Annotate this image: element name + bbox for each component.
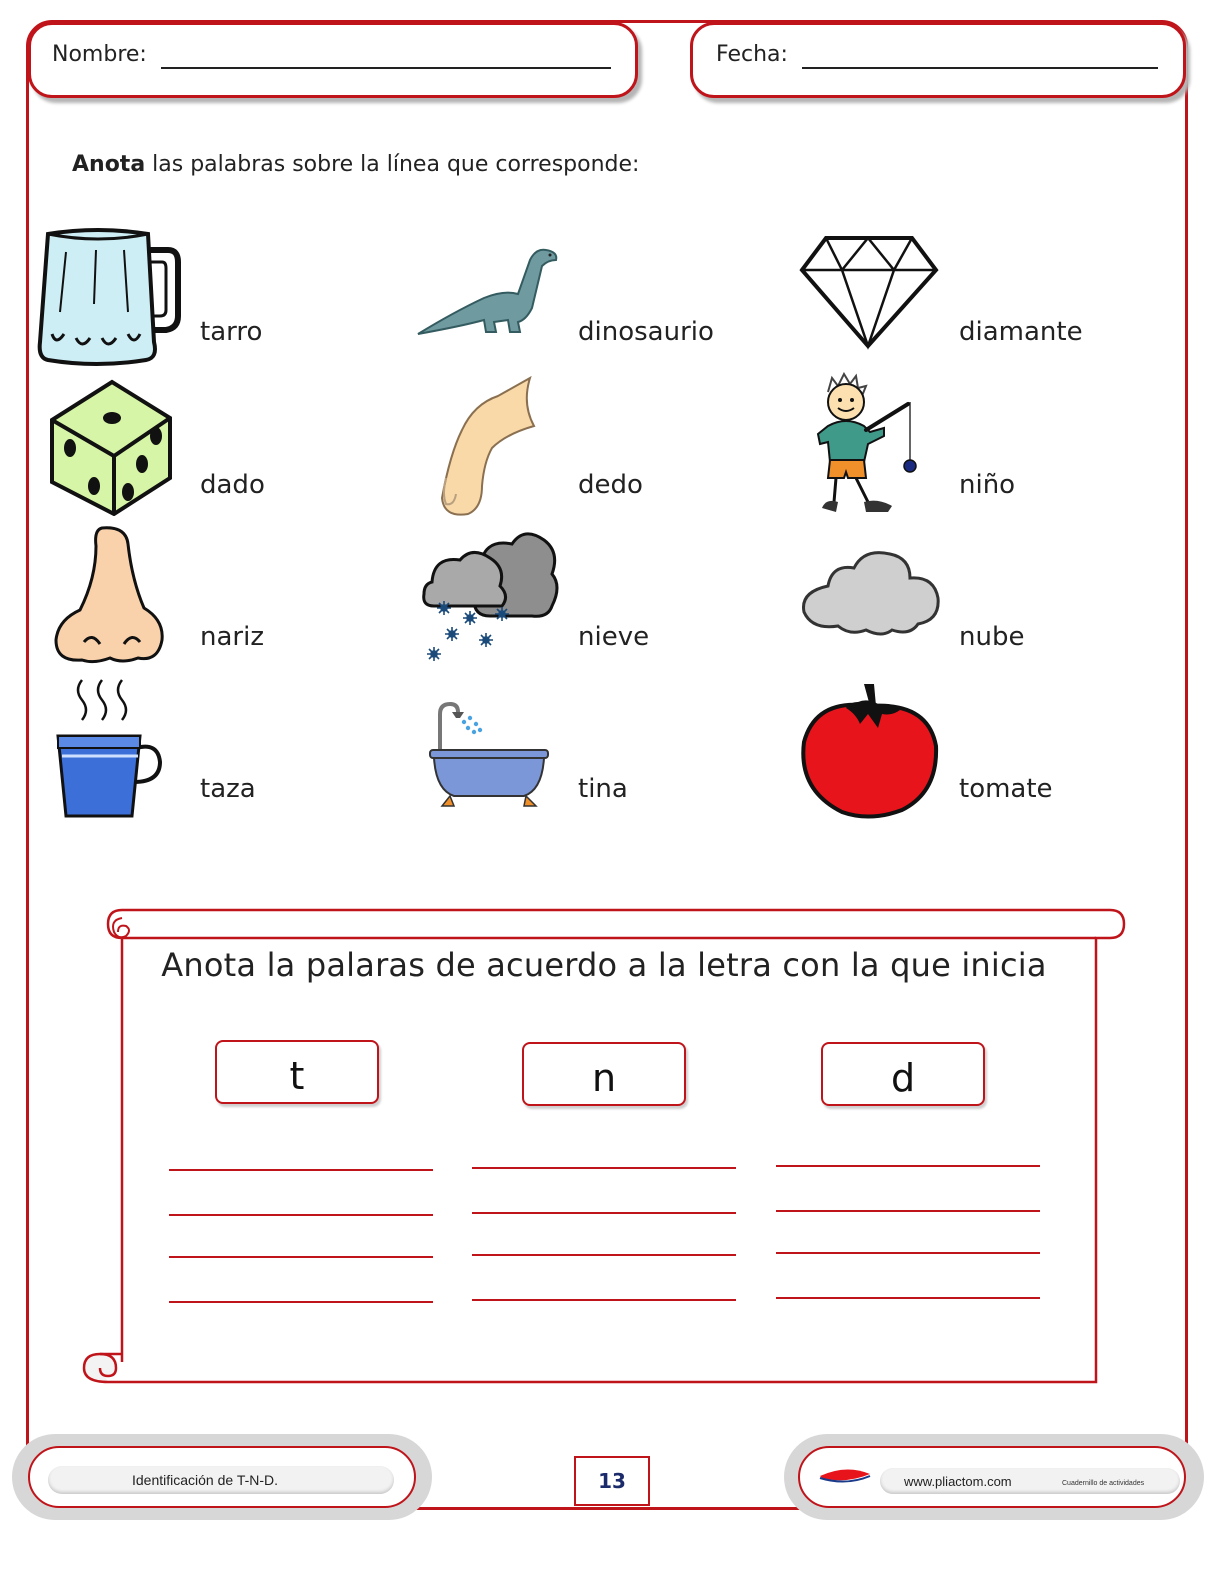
dice-icon — [48, 374, 174, 516]
finger-icon — [434, 374, 540, 520]
write-line-t-2[interactable] — [169, 1214, 433, 1216]
word-dado: dado — [200, 470, 265, 500]
date-input-line[interactable] — [802, 67, 1158, 69]
write-line-d-2[interactable] — [776, 1210, 1040, 1212]
cloud-icon — [798, 546, 942, 638]
instruction — [72, 152, 639, 177]
word-nieve: nieve — [578, 622, 650, 652]
write-line-n-1[interactable] — [472, 1167, 736, 1169]
write-line-d-4[interactable] — [776, 1297, 1040, 1299]
word-nube: nube — [959, 622, 1025, 652]
nose-icon — [52, 524, 170, 668]
write-line-n-3[interactable] — [472, 1254, 736, 1256]
write-line-d-3[interactable] — [776, 1252, 1040, 1254]
letter-box-t: t — [215, 1040, 379, 1104]
name-input-line[interactable] — [161, 67, 611, 69]
word-nariz: nariz — [200, 622, 264, 652]
word-tina: tina — [578, 774, 628, 804]
boy-icon — [812, 372, 934, 518]
footer-booklet: Cuadernillo de actividades — [1062, 1480, 1145, 1487]
mug-icon — [36, 222, 182, 368]
word-diamante: diamante — [959, 317, 1083, 347]
word-taza: taza — [200, 774, 256, 804]
cup-icon — [54, 676, 166, 822]
tomato-icon — [798, 680, 942, 820]
instruction-rest: las palabras sobre la línea que corresponde: — [145, 152, 640, 177]
letter-box-n: n — [522, 1042, 686, 1106]
word-dedo: dedo — [578, 470, 643, 500]
date-label: Fecha: — [716, 42, 788, 67]
write-line-n-2[interactable] — [472, 1212, 736, 1214]
word-tomate: tomate — [959, 774, 1053, 804]
snow-cloud-icon — [420, 522, 562, 670]
write-line-t-4[interactable] — [169, 1301, 433, 1303]
letter-box-d: d — [821, 1042, 985, 1106]
word-tarro: tarro — [200, 317, 263, 347]
page-number: 13 — [574, 1456, 650, 1506]
write-line-t-3[interactable] — [169, 1256, 433, 1258]
write-line-d-1[interactable] — [776, 1165, 1040, 1167]
pliactom-logo-icon — [816, 1454, 874, 1500]
dinosaur-icon — [414, 246, 562, 338]
write-line-n-4[interactable] — [472, 1299, 736, 1301]
scroll-title: Anota la palaras de acuerdo a la letra con la que inicia — [161, 946, 1047, 984]
bathtub-icon — [428, 700, 550, 810]
instruction-bold: Anota — [72, 152, 146, 177]
word-dinosaurio: dinosaurio — [578, 317, 714, 347]
word-nino: niño — [959, 470, 1016, 500]
footer-website[interactable]: www.pliactom.com — [904, 1474, 1012, 1489]
diamond-icon — [798, 232, 940, 350]
write-line-t-1[interactable] — [169, 1169, 433, 1171]
name-label: Nombre: — [52, 42, 147, 67]
footer-topic: Identificación de T-N-D. — [132, 1472, 279, 1488]
